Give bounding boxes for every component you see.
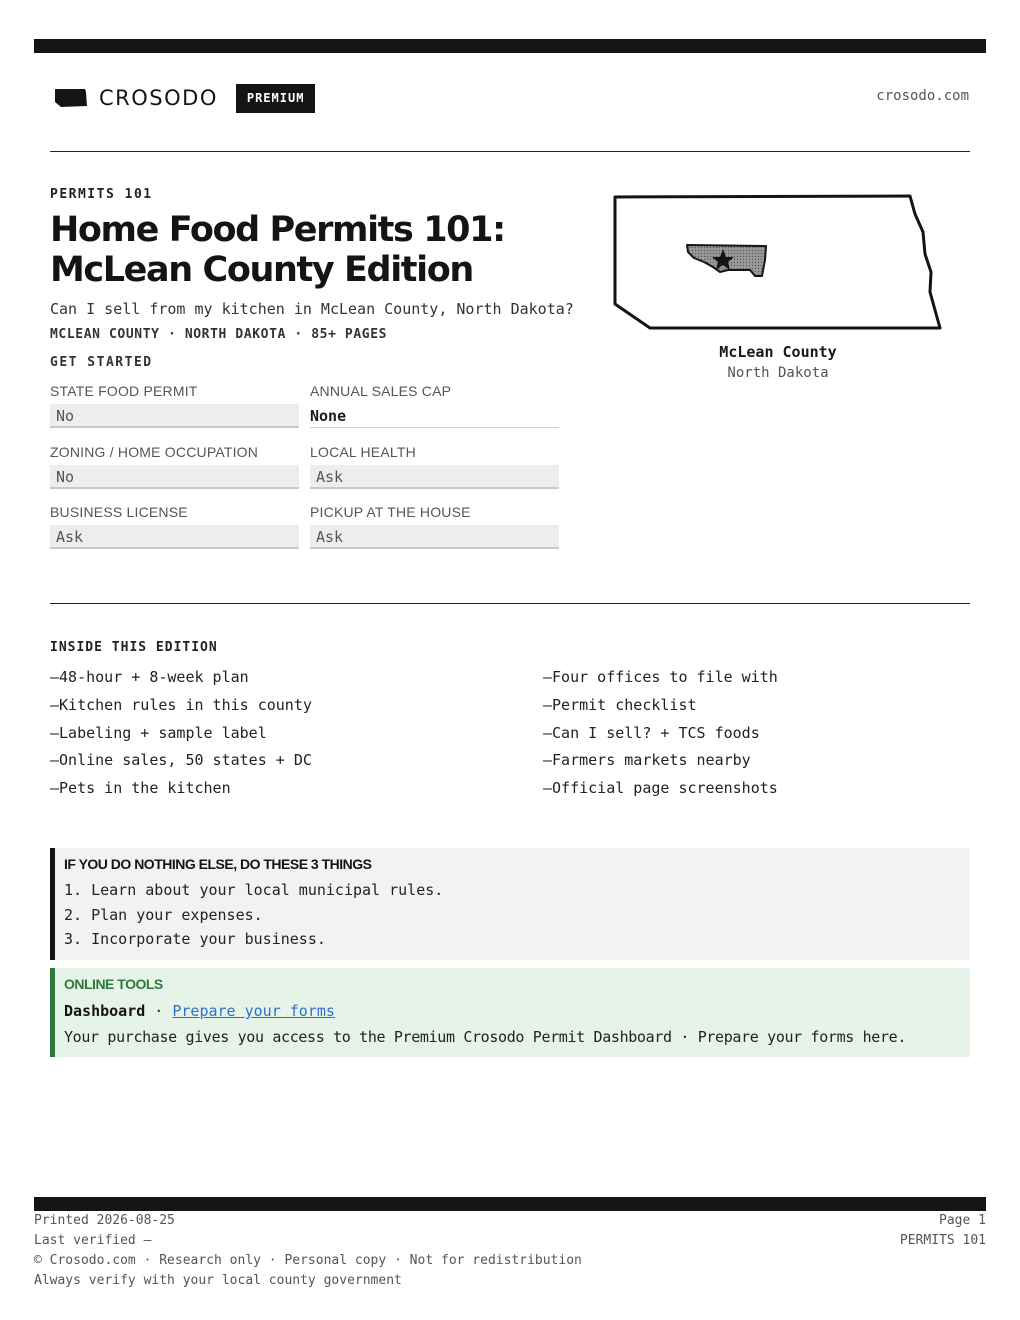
page-subtitle: Can I sell from my kitchen in McLean County, North Dakota? [50, 300, 574, 318]
fact-business-license [50, 504, 299, 549]
last-verified: Last verified — [34, 1233, 152, 1248]
priorities-heading: IF YOU DO NOTHING ELSE, DO THESE 3 THINGS [64, 856, 372, 872]
map-state-name: North Dakota [727, 365, 829, 381]
bottom-bar [34, 1197, 986, 1211]
tools-line [64, 1002, 970, 1024]
fact-value: Ask [310, 465, 559, 489]
page-title: Home Food Permits 101: McLean County Edition [50, 210, 505, 290]
priorities-list [64, 880, 970, 954]
edition-meta: MCLEAN COUNTY · NORTH DAKOTA · 85+ PAGES [50, 327, 388, 342]
online-tools-heading: ONLINE TOOLS [64, 976, 163, 992]
fact-value: Ask [50, 525, 299, 549]
toc-item: —Kitchen rules in this county [50, 695, 312, 714]
disclaimer: Always verify with your local county government [34, 1273, 402, 1288]
toc-item: —48-hour + 8-week plan [50, 668, 249, 686]
brand-name: CROSODO [99, 86, 218, 110]
toc-right [543, 667, 778, 806]
priorities-callout [50, 848, 970, 960]
toc-item: —Online sales, 50 states + DC [50, 751, 312, 770]
fact-state-food-permit [50, 383, 299, 428]
tools-description: Your purchase gives you access to the Premium Crosodo Permit Dashboard · Prepare your forms here. [64, 1028, 907, 1046]
copyright: © Crosodo.com · Research only · Personal copy · Not for redistribution [34, 1253, 582, 1268]
footer-left [34, 1211, 582, 1291]
dashboard-label: Dashboard [64, 1002, 146, 1020]
fact-pickup-at-the-house [310, 504, 559, 549]
north-dakota-logo-icon [54, 88, 88, 108]
fact-label: BUSINESS LICENSE [50, 504, 188, 520]
get-started-heading: GET STARTED [50, 355, 153, 370]
toc-item: —Permit checklist [543, 695, 697, 714]
fact-label: LOCAL HEALTH [310, 444, 416, 460]
fact-label: STATE FOOD PERMIT [50, 383, 198, 399]
priority-item: 1. Learn about your local municipal rules. [64, 881, 444, 899]
fact-label: ANNUAL SALES CAP [310, 383, 452, 399]
fact-value: No [50, 465, 299, 489]
footer-section: PERMITS 101 [899, 1233, 986, 1248]
printed-date: Printed 2026-08-25 [34, 1213, 175, 1228]
online-tools-callout [50, 968, 970, 1057]
tools-separator: · [145, 1002, 173, 1020]
fact-value: Ask [310, 525, 559, 549]
header-divider [50, 151, 970, 152]
section-kicker: PERMITS 101 [50, 187, 153, 202]
top-bar [34, 39, 986, 53]
fact-value: No [50, 404, 299, 428]
priority-item: 3. Incorporate your business. [64, 930, 326, 948]
fact-label: ZONING / HOME OCCUPATION [50, 444, 259, 460]
footer-right [900, 1211, 986, 1251]
toc-left [50, 667, 312, 806]
north-dakota-map-icon [610, 192, 946, 334]
fact-zoning-home-occupation [50, 444, 299, 489]
priority-item: 2. Plan your expenses. [64, 905, 263, 924]
fact-value: None [310, 404, 559, 428]
toc-item: —Farmers markets nearby [543, 751, 751, 770]
brand[interactable] [54, 83, 315, 113]
section-divider [50, 603, 970, 604]
inside-heading: INSIDE THIS EDITION [50, 640, 218, 655]
toc-item: —Four offices to file with [543, 668, 778, 686]
map-county-name: McLean County [719, 343, 837, 361]
prepare-forms-link[interactable]: Prepare your forms [172, 1002, 335, 1020]
premium-badge: PREMIUM [236, 84, 316, 113]
toc-item: —Pets in the kitchen [50, 779, 231, 798]
fact-label: PICKUP AT THE HOUSE [310, 504, 471, 520]
toc-item: —Official page screenshots [543, 779, 778, 798]
toc-item: —Labeling + sample label [50, 723, 267, 742]
toc-item: —Can I sell? + TCS foods [543, 723, 760, 742]
fact-annual-sales-cap [310, 383, 559, 428]
fact-local-health [310, 444, 559, 489]
site-url[interactable]: crosodo.com [876, 88, 969, 104]
page-number: Page 1 [939, 1213, 986, 1228]
